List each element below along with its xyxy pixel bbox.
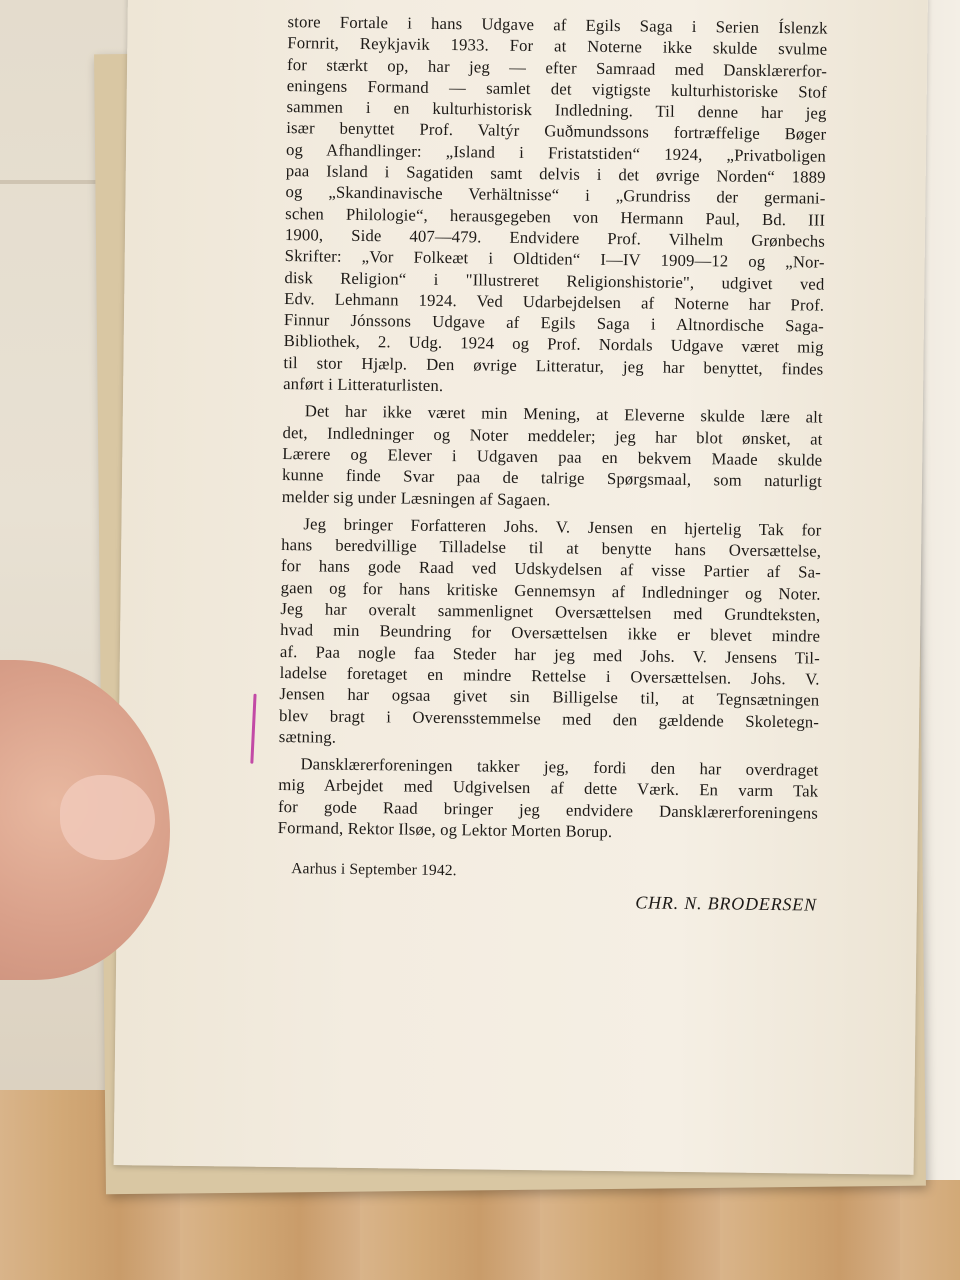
paragraph-3 — [279, 513, 822, 754]
text-line: paa Island i Sagatiden samt delvis i det øvrige Norden“ 1889 — [285, 161, 826, 187]
text-line: Jeg bringer Forfatteren Johs. V. Jensen en hjertelig Tak for — [303, 514, 822, 540]
text-line: sætning. — [278, 726, 337, 747]
text-line: og „Skandinavische Verhältnisse“ i „Grundriss der germani- — [285, 182, 826, 209]
text-line: Lærere og Elever i Udgaven paa en bekvem Maade skulde — [282, 443, 823, 470]
text-line: Finnur Jónssons Udgave af Egils Saga i Altnordische Saga- — [283, 310, 825, 336]
text-line: disk Religion“ i "Illustreret Religionshistorie", udgivet ved — [284, 267, 825, 294]
text-line: af. Paa nogle faa Steder har jeg med Johs. V. Jensens Til- — [279, 641, 820, 668]
text-line: Formand, Rektor Ilsøe, og Lektor Morten Borup. — [277, 817, 613, 842]
date-line: Aarhus i September 1942. — [291, 860, 457, 880]
text-line: store Fortale i hans Udgave af Egils Saga i Serien Íslenzk — [287, 12, 828, 38]
text-line: sammen i en kulturhistorisk Indledning. Til denne har jeg — [286, 97, 827, 123]
text-line: hans beredvillige Tilladelse til at benytte hans Oversættelse, — [281, 535, 822, 561]
thumb-nail — [60, 775, 155, 860]
paragraph-2 — [282, 400, 823, 513]
text-line: Edv. Lehmann 1924. Ved Udarbejdelsen af Noterne har Prof. — [284, 288, 825, 315]
paragraph-4 — [278, 753, 819, 845]
text-line: til stor Hjælp. Den øvrige Litteratur, jeg har benyttet, findes — [283, 352, 824, 379]
text-line: 1900, Side 407—479. Endvidere Prof. Vilhelm Grønbechs — [284, 225, 826, 251]
text-line: for gode Raad bringer jeg endvidere Dansklærerforeningens — [277, 796, 819, 823]
text-line: især benyttet Prof. Valtýr Guðmundssons fortræffelige Bøger — [286, 118, 827, 145]
text-line: Det har ikke været min Mening, at Eleverne skulde lære alt — [304, 401, 823, 427]
book-page — [114, 0, 928, 1175]
text-line: Jensen har ogsaa givet sin Billigelse til, at Tegnsætningen — [279, 684, 820, 710]
pen-mark — [250, 694, 256, 764]
text-line: for hans gode Raad ved Udskydelsen af visse Partier af Sa- — [280, 556, 822, 583]
text-line: mig Arbejdet med Udgivelsen af dette Værk. En varm Tak — [278, 775, 819, 801]
text-line: og Afhandlinger: „Island i Fristatstiden“ 1924, „Privatboligen — [285, 139, 827, 166]
text-line: Jeg har overalt sammenlignet Oversættelsen med Grundteksten, — [280, 599, 821, 625]
text-line: anført i Litteraturlisten. — [283, 374, 444, 396]
text-line: Skrifter: „Vor Folkeæt i Oldtiden“ I—IV 1909—12 og „Nor- — [284, 246, 825, 272]
text-line: eningens Formand — samlet det vigtigste kulturhistoriske Stof — [286, 75, 827, 102]
text-line: det, Indledninger og Noter meddeler; jeg har blot ønsket, at — [282, 422, 823, 449]
text-line: melder sig under Læsningen af Sagaen. — [281, 486, 551, 509]
text-line: kunne finde Svar paa de talrige Spørgsmaal, som naturligt — [281, 465, 823, 491]
signature: CHR. N. BRODERSEN — [635, 891, 817, 915]
text-line: Bibliothek, 2. Udg. 1924 og Prof. Nordals Udgave været mig — [283, 331, 824, 358]
text-line: blev bragt i Overensstemmelse med den gældende Skoletegn- — [279, 705, 820, 732]
text-line: hvad min Beundring for Oversættelsen ikke er blevet mindre — [280, 620, 821, 646]
text-line: schen Philologie“, herausgegeben von Hermann Paul, Bd. III — [285, 203, 826, 230]
text-line: for stærkt op, har jeg — efter Samraad med Dansklærerfor- — [286, 54, 828, 81]
text-line: gaen og for hans kritiske Gennemsyn af Indledninger og Noter. — [280, 577, 821, 604]
text-line: Fornrit, Reykjavik 1933. For at Noterne ikke skulde svulme — [287, 33, 828, 59]
text-line: ladelse foretaget en mindre Rettelse i Oversættelsen. Johs. V. — [279, 662, 820, 689]
text-line: Dansklærerforeningen takker jeg, fordi den har overdraget — [300, 754, 819, 780]
page-text — [277, 11, 828, 915]
paragraph-1 — [283, 11, 828, 401]
